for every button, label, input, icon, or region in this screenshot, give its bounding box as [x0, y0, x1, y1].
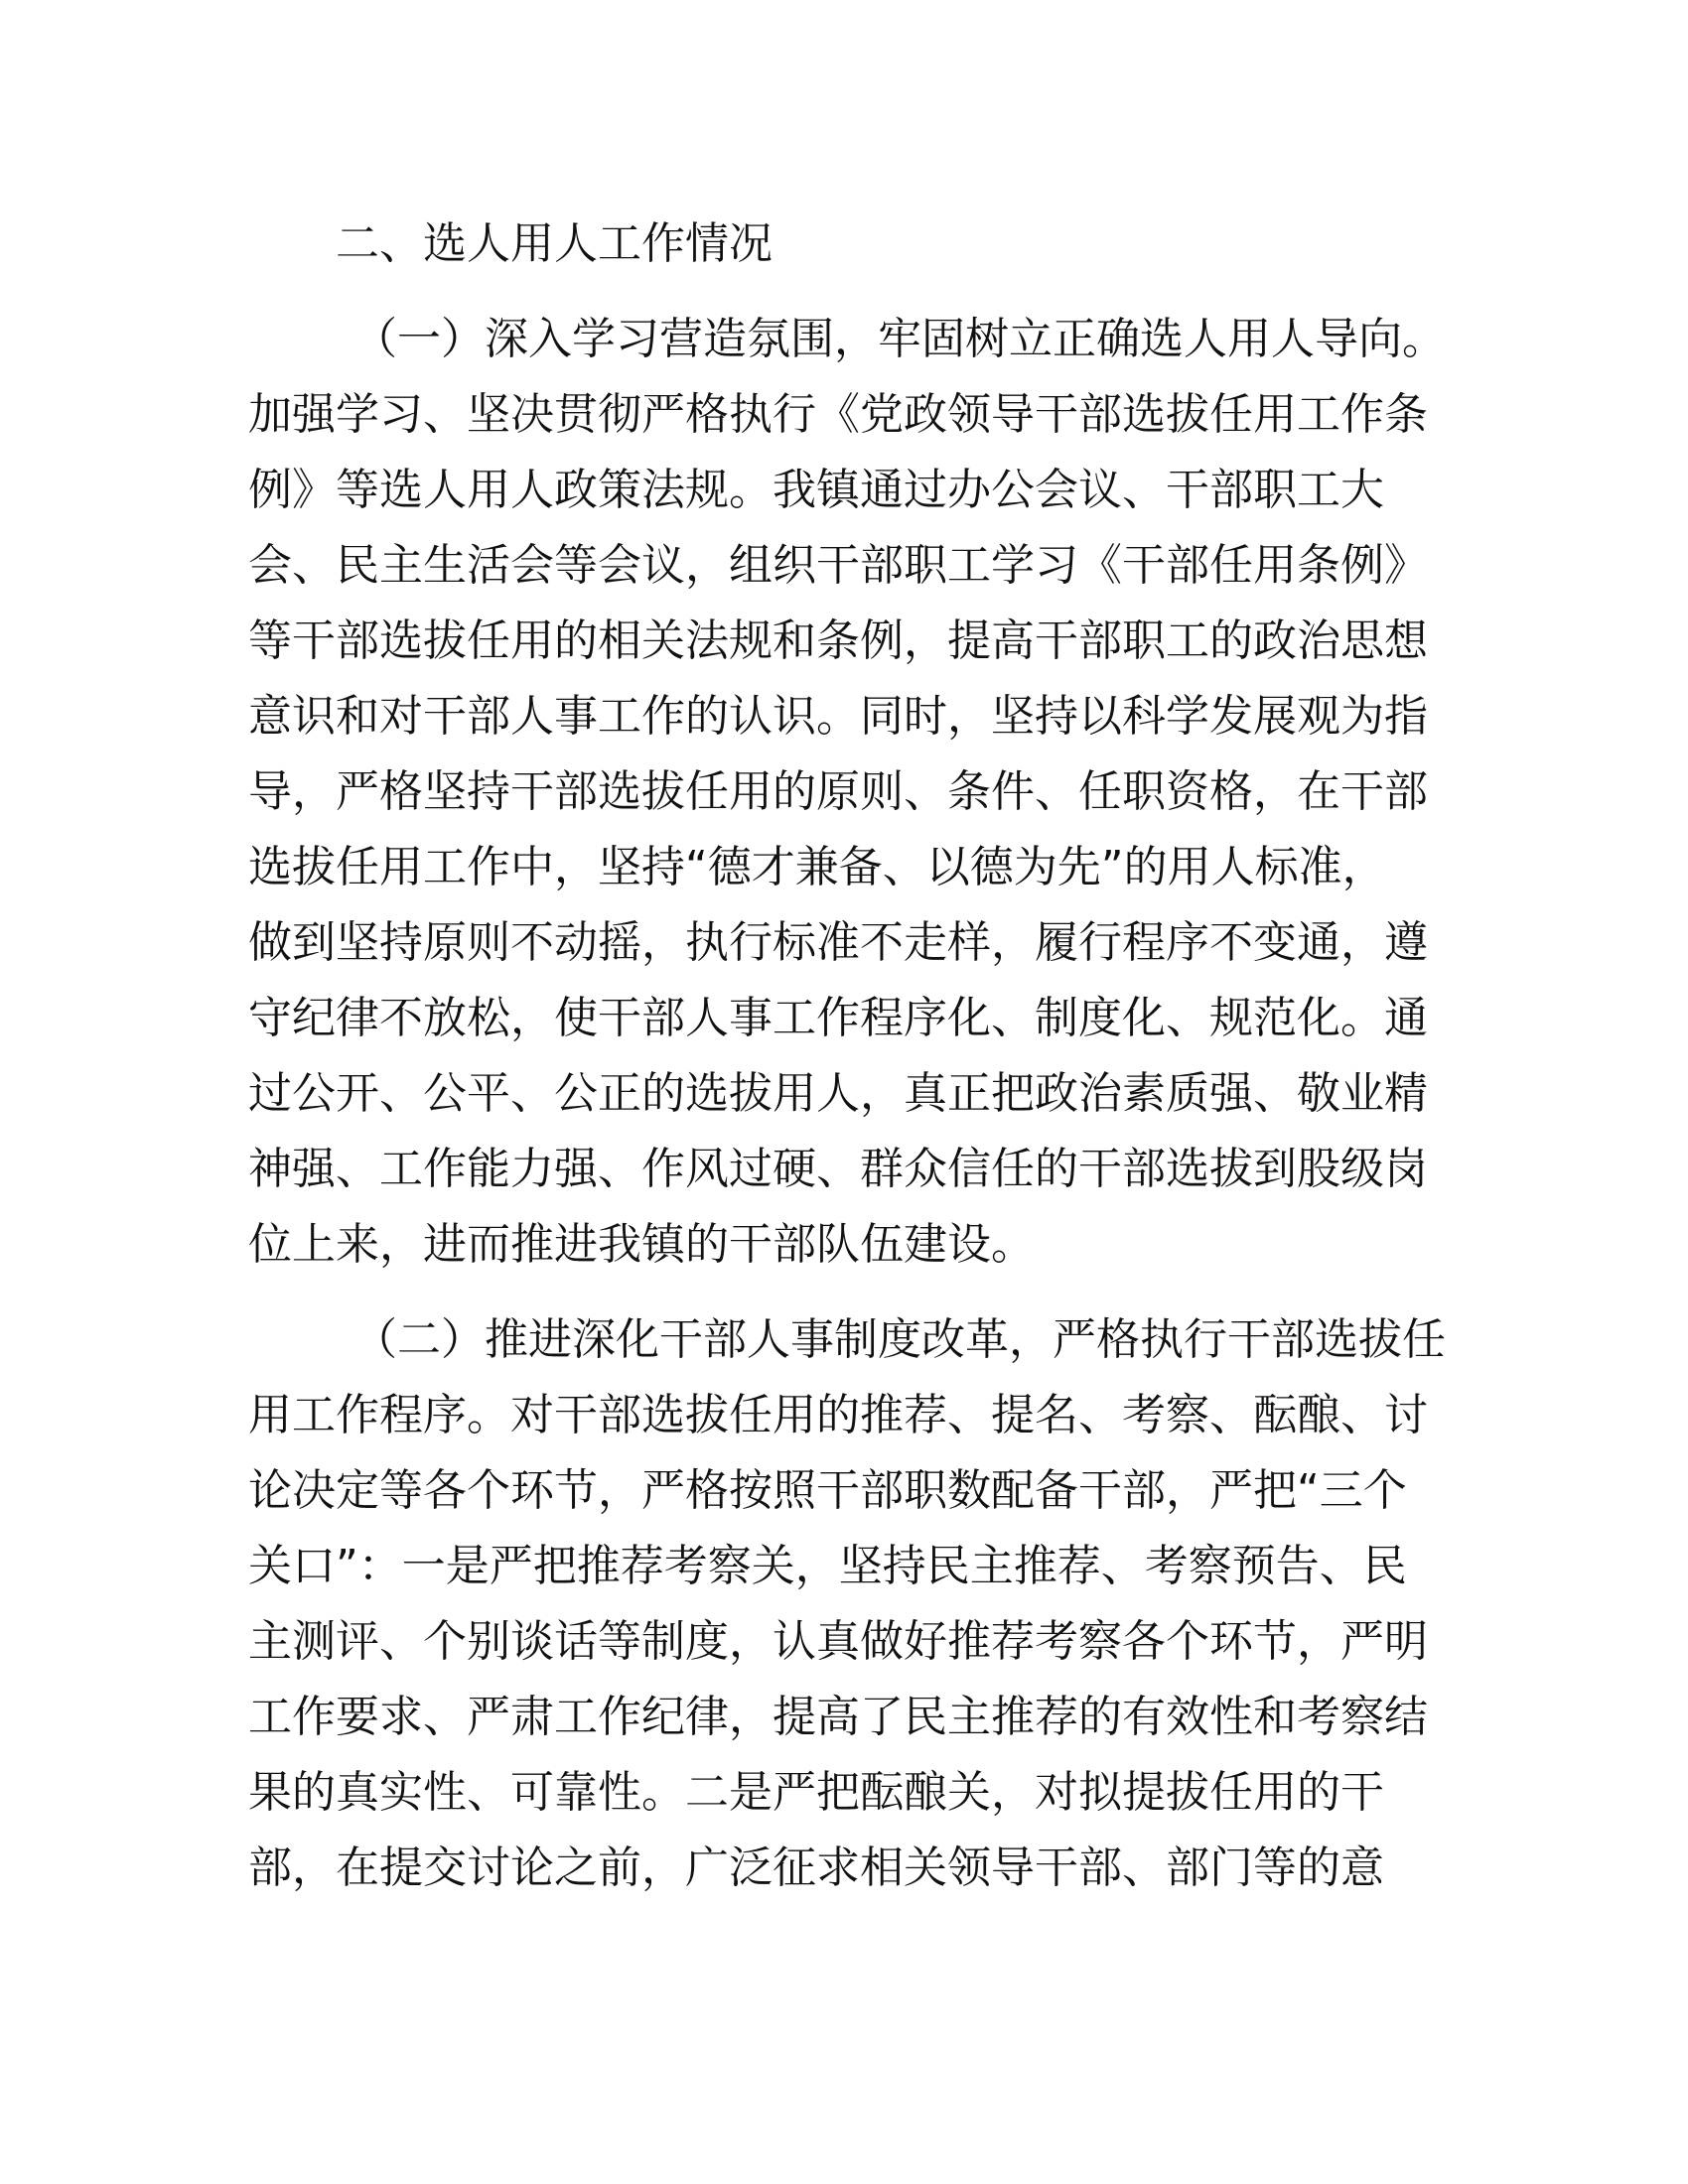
paragraph-2-line-6: 工作要求、严肃工作纪律，提高了民主推荐的有效性和考察结	[248, 1692, 1428, 1742]
paragraph-1-line-7: 导，严格坚持干部选拔任用的原则、条件、任职资格，在干部	[248, 766, 1428, 817]
paragraph-2-line-3: 论决定等各个环节，严格按照干部职数配备干部，严把“三个	[248, 1465, 1407, 1516]
paragraph-1-line-12: 神强、工作能力强、作风过硬、群众信任的干部选拔到股级岗	[248, 1144, 1428, 1194]
paragraph-2-line-8: 部，在提交讨论之前，广泛征求相关领导干部、部门等的意	[248, 1843, 1384, 1893]
paragraph-1-line-10: 守纪律不放松，使干部人事工作程序化、制度化、规范化。通	[248, 993, 1428, 1043]
paragraph-1-line-5: 等干部选拔任用的相关法规和条例，提高干部职工的政治思想	[248, 615, 1428, 666]
paragraph-1-line-13: 位上来，进而推进我镇的干部队伍建设。	[248, 1219, 1035, 1270]
paragraph-1-line-6: 意识和对干部人事工作的认识。同时，坚持以科学发展观为指	[248, 691, 1428, 742]
paragraph-2-line-4: 关口”：一是严把推荐考察关，坚持民主推荐、考察预告、民	[248, 1541, 1407, 1591]
paragraph-2-line-7: 果的真实性、可靠性。二是严把酝酿关，对拟提拔任用的干	[248, 1767, 1384, 1818]
paragraph-2-line-2: 用工作程序。对干部选拔任用的推荐、提名、考察、酝酿、讨	[248, 1390, 1428, 1440]
paragraph-1-line-1: （一）深入学习营造氛围，牢固树立正确选人用人导向。	[353, 314, 1446, 364]
paragraph-1-line-8: 选拔任用工作中，坚持“德才兼备、以德为先”的用人标准，	[248, 842, 1386, 892]
paragraph-1-line-2: 加强学习、坚决贯彻严格执行《党政领导干部选拔任用工作条	[248, 389, 1428, 440]
paragraph-2-line-1: （二）推进深化干部人事制度改革，严格执行干部选拔任	[353, 1314, 1446, 1365]
paragraph-1-line-4: 会、民主生活会等会议，组织干部职工学习《干部任用条例》	[248, 540, 1428, 591]
paragraph-1-line-9: 做到坚持原则不动摇，执行标准不走样，履行程序不变通，遵	[248, 917, 1428, 968]
paragraph-1-line-3: 例》等选人用人政策法规。我镇通过办公会议、干部职工大	[248, 465, 1384, 515]
paragraph-2-line-5: 主测评、个别谈话等制度，认真做好推荐考察各个环节，严明	[248, 1616, 1428, 1667]
paragraph-1-line-11: 过公开、公平、公正的选拔用人，真正把政治素质强、敬业精	[248, 1068, 1428, 1119]
section-heading: 二、选人用人工作情况	[336, 218, 773, 269]
